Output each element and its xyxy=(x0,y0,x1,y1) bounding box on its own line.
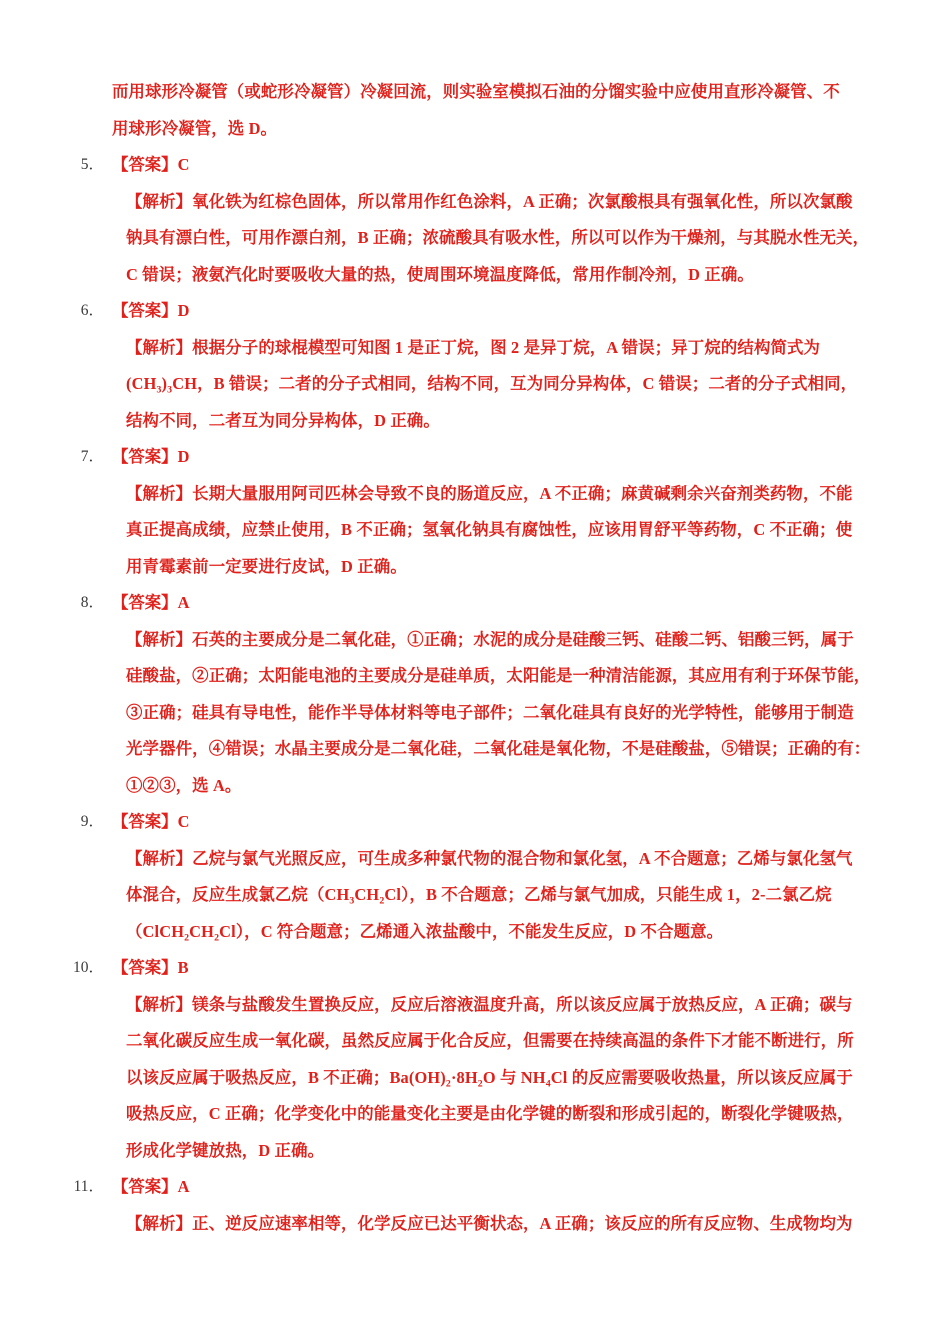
answer-label-9: 【答案】 xyxy=(112,812,178,831)
item-number-9: 9． xyxy=(80,813,104,830)
answer-label-6: 【答案】 xyxy=(112,301,178,320)
explain-text: 石英的主要成分是二氧化硅，①正确；水泥的成分是硅酸三钙、硅酸二钙、铝酸三钙，属于 xyxy=(192,629,854,649)
explanation-block-9 xyxy=(112,841,892,951)
answer-label-10: 【答案】 xyxy=(112,958,178,977)
explanation-block-7 xyxy=(112,476,892,586)
continuation-paragraph xyxy=(112,74,880,147)
answer-value-5: C xyxy=(177,155,190,174)
explain-label-10: 【解析】 xyxy=(126,994,193,1014)
answer-item-10 xyxy=(70,950,922,1169)
explain-text: 镁条与盐酸发生置换反应，反应后溶液温度升高，所以该反应属于放热反应，A 正确；碳与 xyxy=(192,994,853,1014)
explanation-line: 以该反应属于吸热反应，B 不正确；Ba(OH)₂·8H₂O 与 NH₄Cl 的反应需要吸收热量，所以该反应属于 xyxy=(126,1067,853,1087)
answer-value-10: B xyxy=(177,958,189,977)
answer-label-5: 【答案】 xyxy=(112,155,178,174)
explain-text: 氧化铁为红棕色固体，所以常用作红色涂料，A 正确；次氯酸根具有强氧化性，所以次氯酸 xyxy=(192,191,853,211)
explanation-line xyxy=(126,476,892,513)
answer-item-5 xyxy=(70,147,922,293)
explanation-line: 真正提高成绩，应禁止使用，B 不正确；氢氧化钠具有腐蚀性，应该用胃舒平等药物，C 不正确；使 xyxy=(126,520,853,539)
answer-item-6 xyxy=(70,293,922,439)
answer-line-5 xyxy=(112,147,922,184)
answer-value-8: A xyxy=(177,593,190,612)
answer-line-9 xyxy=(112,804,922,841)
answer-line-6 xyxy=(112,293,922,330)
explanation-line: ③正确；硅具有导电性，能作半导体材料等电子部件；二氧化硅具有良好的光学特性，能够用于制造 xyxy=(126,702,854,722)
answer-label-11: 【答案】 xyxy=(112,1177,178,1196)
answer-item-9 xyxy=(70,804,922,950)
explain-text: 正、逆反应速率相等，化学反应已达平衡状态，A 正确；该反应的所有反应物、生成物均为 xyxy=(192,1213,853,1233)
answer-item-7 xyxy=(70,439,922,585)
answer-line-10 xyxy=(112,950,922,987)
explain-label-5: 【解析】 xyxy=(126,191,193,211)
explanation-line: 形成化学键放热，D 正确。 xyxy=(126,1140,325,1160)
explanation-line: ①②③，选 A。 xyxy=(126,775,242,795)
explanation-line: 用青霉素前一定要进行皮试，D 正确。 xyxy=(126,556,407,576)
item-number-8: 8． xyxy=(80,594,104,611)
answer-label-7: 【答案】 xyxy=(112,447,178,466)
explain-label-8: 【解析】 xyxy=(126,629,193,649)
item-number-10: 10． xyxy=(72,959,104,976)
answer-line-8 xyxy=(112,585,922,622)
explain-text: 乙烷与氯气光照反应，可生成多种氯代物的混合物和氯化氢，A 不合题意；乙烯与氯化氢气 xyxy=(192,848,853,868)
explanation-line: 硅酸盐，②正确；太阳能电池的主要成分是硅单质，太阳能是一种清洁能源，其应用有利于环保节能， xyxy=(126,666,871,685)
answer-line-7 xyxy=(112,439,922,476)
explanation-line xyxy=(126,184,892,221)
explanation-line: 光学器件，④错误；水晶主要成分是二氧化硅，二氧化硅是氧化物，不是硅酸盐，⑤错误；正确的有： xyxy=(126,739,871,758)
item-number-6: 6． xyxy=(80,302,104,319)
answer-value-9: C xyxy=(177,812,190,831)
item-number-5: 5． xyxy=(80,156,104,173)
continuation-line-1: 而用球形冷凝管（或蛇形冷凝管）冷凝回流，则实验室模拟石油的分馏实验中应使用直形冷凝管、不 xyxy=(112,82,840,101)
explanation-line: 体混合，反应生成氯乙烷（CH₃CH₂Cl），B 不合题意；乙烯与氯气加成，只能生成 1，2-二氯乙烷 xyxy=(126,885,832,904)
explain-label-7: 【解析】 xyxy=(126,483,193,503)
explanation-block-11 xyxy=(112,1206,892,1243)
explanation-line xyxy=(126,330,892,367)
answer-value-6: D xyxy=(177,301,190,320)
explanation-line: 吸热反应，C 正确；化学变化中的能量变化主要是由化学键的断裂和形成引起的，断裂化学键吸热， xyxy=(126,1104,854,1123)
explain-text: 根据分子的球棍模型可知图 1 是正丁烷，图 2 是异丁烷，A 错误；异丁烷的结构简式为 xyxy=(192,337,821,357)
explanation-line xyxy=(126,622,892,659)
answer-item-8 xyxy=(70,585,922,804)
explanation-block-8 xyxy=(112,622,892,805)
explanation-block-5 xyxy=(112,184,892,294)
explanation-block-6 xyxy=(112,330,892,440)
explanation-line: C 错误；液氨汽化时要吸收大量的热，使周围环境温度降低，常用作制冷剂，D 正确。 xyxy=(126,264,754,284)
explanation-line xyxy=(126,841,892,878)
explain-label-11: 【解析】 xyxy=(126,1213,193,1233)
answer-value-11: A xyxy=(177,1177,190,1196)
explanation-line xyxy=(126,987,892,1024)
explanation-line: （ClCH₂CH₂Cl），C 符合题意；乙烯通入浓盐酸中，不能发生反应，D 不合题意。 xyxy=(126,921,724,941)
continuation-line-2: 用球形冷凝管，选 D。 xyxy=(112,118,278,138)
explain-label-9: 【解析】 xyxy=(126,848,193,868)
explanation-line xyxy=(126,1206,892,1243)
answer-line-11 xyxy=(112,1169,922,1206)
answer-value-7: D xyxy=(177,447,190,466)
explanation-line: 钠具有漂白性，可用作漂白剂，B 正确；浓硫酸具有吸水性，所以可以作为干燥剂，与其脱水性无关， xyxy=(126,228,870,247)
explain-text: 长期大量服用阿司匹林会导致不良的肠道反应，A 不正确；麻黄碱剩余兴奋剂类药物，不能 xyxy=(192,483,853,503)
item-number-11: 11． xyxy=(73,1178,104,1195)
explanation-block-10 xyxy=(112,987,892,1170)
explanation-line: 结构不同，二者互为同分异构体，D 正确。 xyxy=(126,410,440,430)
explanation-line: (CH₃)₃CH，B 错误；二者的分子式相同，结构不同，互为同分异构体，C 错误；二者的分子式相同， xyxy=(126,374,858,393)
explanation-line: 二氧化碳反应生成一氧化碳，虽然反应属于化合反应，但需要在持续高温的条件下才能不断进行，所 xyxy=(126,1031,854,1050)
answer-item-11 xyxy=(70,1169,922,1242)
item-number-7: 7． xyxy=(80,448,104,465)
answer-label-8: 【答案】 xyxy=(112,593,178,612)
explain-label-6: 【解析】 xyxy=(126,337,193,357)
